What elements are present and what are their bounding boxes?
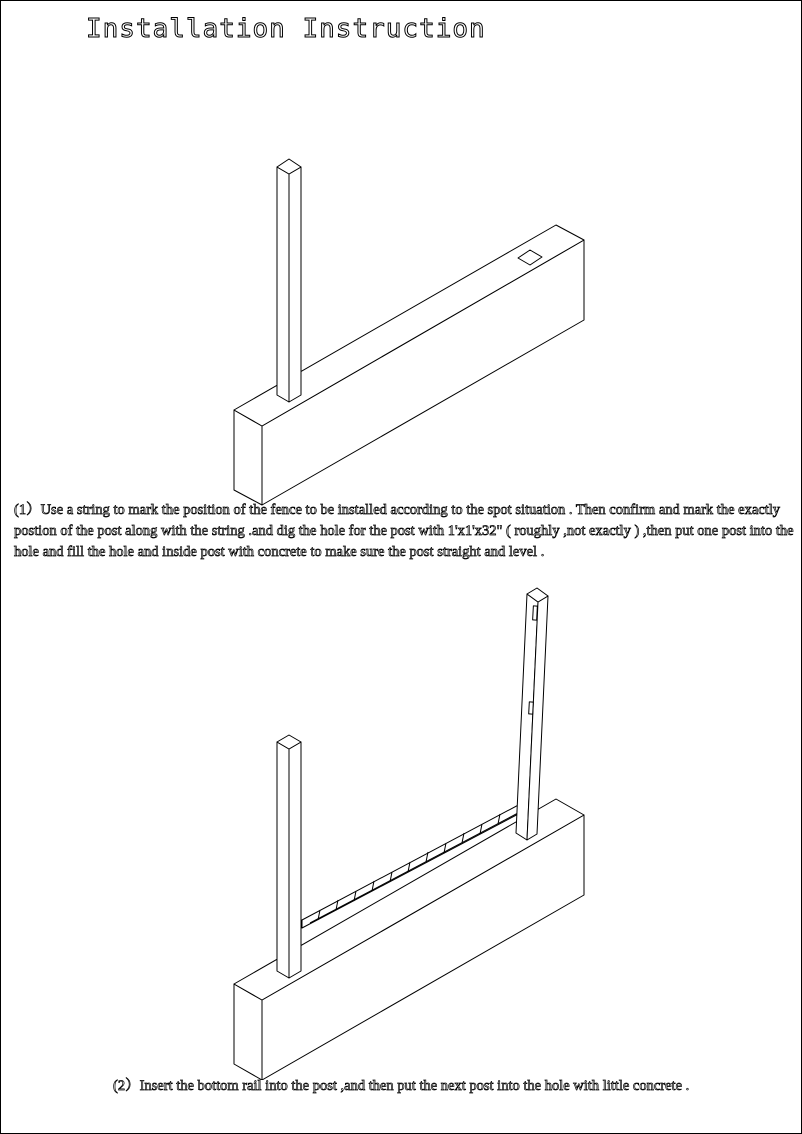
fence-post xyxy=(277,159,301,402)
left-post xyxy=(277,735,301,978)
page-title: Installation Instruction xyxy=(86,14,486,44)
next-post xyxy=(516,588,548,840)
figure-step-2 xyxy=(0,580,802,1080)
figure-step-1 xyxy=(0,0,802,520)
rail-slot-lower xyxy=(529,702,534,714)
rail-slot-upper xyxy=(533,606,538,620)
step-2-caption: (2）Insert the bottom rail into the post ,and then put the next post into the hole with little concrete . xyxy=(113,1078,690,1094)
step-1-caption: (1）Use a string to mark the position of the fence to be installed according to the spot situation . Then confirm and mark the exactly postion of the post along with the string .and dig the hole for the post with 1'x1'x32" ( roughly ,not exactly ) ,then put one post into the hole and fill the hole and inside post with concrete to make sure the post straight and level . xyxy=(14,502,794,560)
